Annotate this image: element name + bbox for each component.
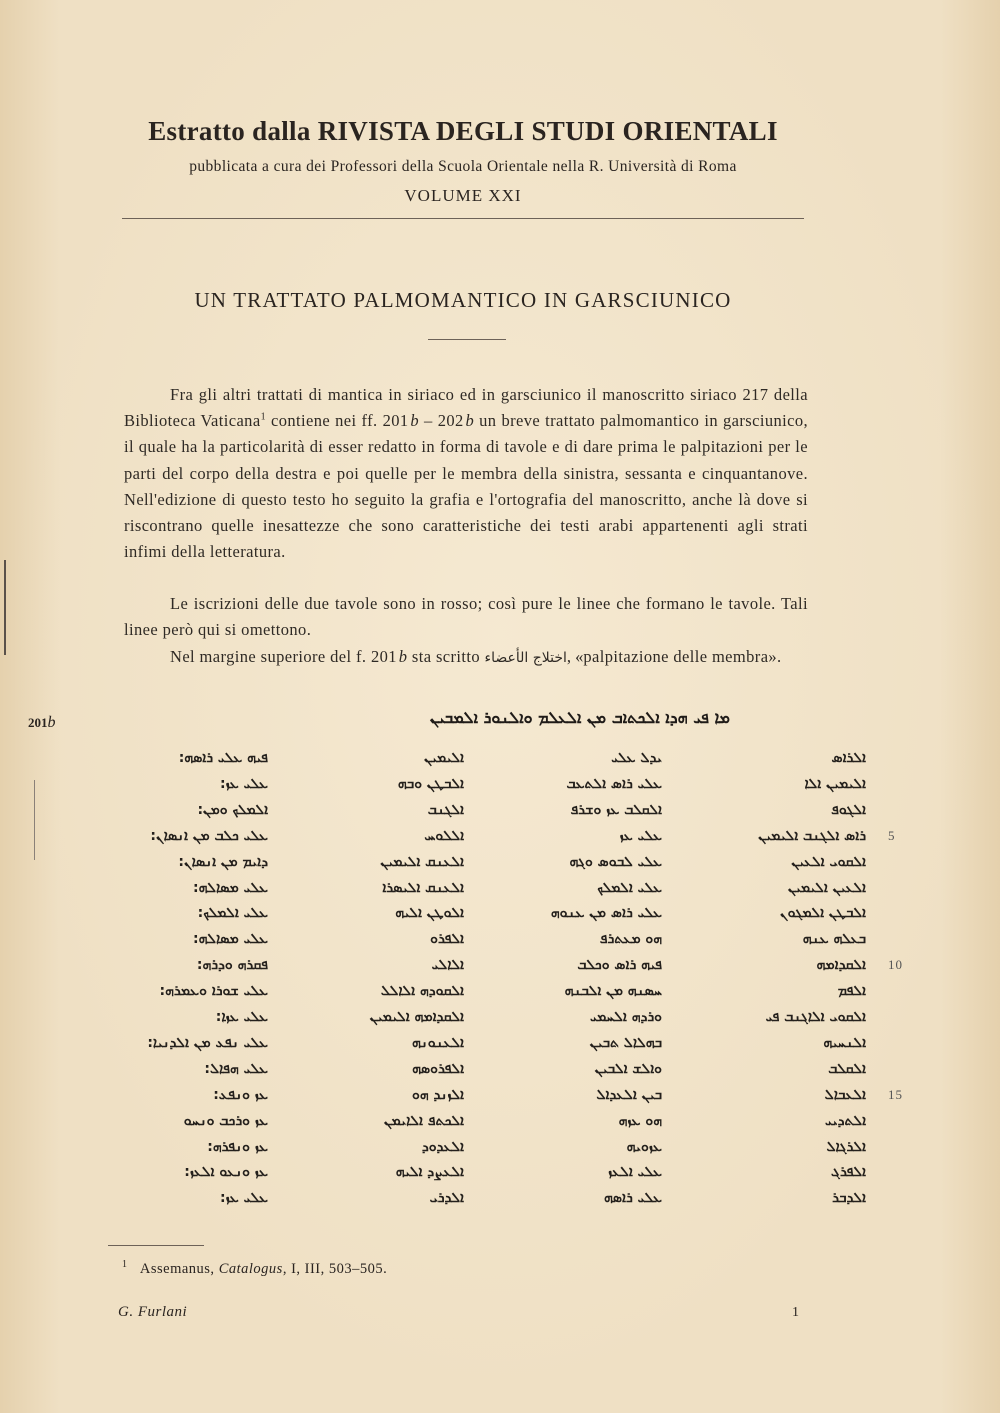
table-cell-c3: ܐܠܓܢܒ bbox=[427, 801, 464, 818]
table-cell-c1: ܐܠܥܒܐܠ bbox=[824, 1086, 866, 1103]
table-cell-c4: ܥܙ ܘܢܦܪܗ: bbox=[207, 1138, 268, 1155]
table-cell-c3: ܐܠܥܨܕ ܐܠܝܗ bbox=[395, 1164, 464, 1181]
table-cell-c3: ܐܠܙܢܕ ܗܘ bbox=[412, 1086, 464, 1103]
table-cell-c1: ܒܥܠܗ ܥܢܗ bbox=[802, 931, 866, 948]
table-cell-c4: ܥܙ ܘܢܥܘ ܐܠܥܙ: bbox=[184, 1164, 268, 1181]
table-row bbox=[118, 1061, 873, 1087]
table-cell-c2: ܥܠܝ ܐܠܡܠܟ bbox=[597, 879, 662, 896]
margin-mark bbox=[4, 560, 6, 655]
p1-b1: b bbox=[410, 411, 419, 431]
footnote-text-a: Assemanus, bbox=[139, 1261, 219, 1277]
table-cell-c3: ܐܠܒܛܢ ܘܒܗ bbox=[397, 775, 464, 792]
table-cell-c3: ܐܠܥܢܩ ܐܠܝܡܝܢ bbox=[380, 853, 464, 870]
margin-folio-suffix: b bbox=[47, 714, 56, 731]
table-cell-c1: ܐܠܥܝܢ ܐܠܝܡܝܢ bbox=[787, 879, 866, 896]
p3-b: b bbox=[398, 647, 408, 666]
table-cell-c3: ܐܠܝܡܝܢ bbox=[424, 750, 464, 766]
table-cell-c1: ܐܠܬܕܝܝ bbox=[825, 1112, 866, 1129]
table-cell-c1: ܐܠܩܘܝ ܐܠܐܓܢܒ ܦܝ bbox=[765, 1009, 866, 1025]
table-cell-c1: ܐܠܒܛܢ ܐܠܡܓܘܢ bbox=[780, 905, 866, 922]
table-cell-c3: ܐܠܩܘܕܗ ܐܠܐܠܠ bbox=[380, 983, 464, 1000]
table-cell-c2: ܥܠܝ ܪܐܣ ܡܢ ܥܢܘܗ bbox=[550, 905, 662, 922]
table-row bbox=[118, 1164, 873, 1190]
table-cell-c4: ܥܠܝ ܢܦܥ ܡܢ ܐܠܕܢܝܐ: bbox=[147, 1034, 268, 1051]
table-cell-c1: ܐܠܩܕܐܡܗ bbox=[816, 957, 866, 974]
table-cell-c4: ܥܠܝ ܫܘܪܐ ܘܥܡܪܗ: bbox=[159, 983, 268, 1000]
table-row bbox=[118, 1086, 903, 1113]
table-cell-c4: ܥܠܝ ܐܠܡܠܟ: bbox=[197, 905, 268, 922]
table-cell-c1: ܐܠܩܘܝ ܐܠܥܝܢ bbox=[791, 853, 866, 870]
table-cell-c2: ܥܠܝ ܥܙ bbox=[619, 827, 662, 844]
p1-b2: b bbox=[465, 411, 475, 431]
footnote-ref[interactable]: 1 bbox=[260, 411, 266, 423]
paragraph-3 bbox=[124, 644, 808, 671]
table-cell-c4: ܦܝܗ ܥܠܝ ܪܐܣܗ: bbox=[178, 750, 268, 766]
footnote-mark: 1 bbox=[122, 1259, 128, 1271]
table-row bbox=[118, 1035, 873, 1061]
table-cell-c3: ܐܠܥܢܘܢܗ bbox=[411, 1034, 464, 1051]
table-heading: ܡܐ ܦܝ ܗܕܐ ܐܠܟܬܐܒ ܡܢ ܐܠܥܠܡ ܘܐܠܢܘܪ ܐܠܡܒܝܢ bbox=[429, 708, 730, 727]
table-cell-c2: ܚܣܢܗ ܡܢ ܐܠܒܢܗ bbox=[564, 983, 662, 1000]
paragraph-2 bbox=[124, 591, 808, 643]
table-cell-c2: ܒܗܠܐܠ ܬܒܝܢ bbox=[589, 1034, 662, 1051]
footnote-text-b: , I, III, 503–505. bbox=[282, 1261, 388, 1277]
table-cell-c2: ܐܠܩܠܒ ܥܙ ܘܫܪܦ bbox=[570, 801, 662, 818]
table-row bbox=[118, 905, 873, 931]
table-cell-c3: ܐܠܦܪܘ bbox=[430, 931, 464, 948]
table-cell-c3: ܐܠܥܕܘܕ bbox=[421, 1138, 464, 1155]
article-title: UN TRATTATO PALMOMANTICO IN GARSCIUNICO bbox=[194, 288, 732, 312]
header-rule bbox=[122, 218, 804, 219]
table-cell-c1: ܪܐܣ ܐܠܓܢܒ ܐܠܝܡܝܢ bbox=[758, 827, 866, 844]
table-cell-c3: ܐܠܩܕܐܡܗ ܐܠܝܡܝܢ bbox=[369, 1009, 464, 1025]
table-cell-c3: ܐܠܥܢܩ ܐܠܝܣܪܐ bbox=[382, 879, 464, 896]
p2-text: Le iscrizioni delle due tavole sono in rosso; così pure le linee che formano le tavole. Tali linee però qui si omettono. bbox=[124, 594, 808, 640]
p3-text-a: Nel margine superiore del f. 201 bbox=[170, 647, 397, 666]
table-row bbox=[118, 931, 873, 957]
table-cell-c1: ܐܠܪܓܐܠ bbox=[826, 1138, 866, 1155]
journal-volume: VOLUME XXI bbox=[404, 186, 522, 205]
table-cell-c1: ܐܠܢܚܝܗ bbox=[823, 1034, 866, 1051]
table-cell-c1: ܐܠܩܠܒ bbox=[828, 1060, 866, 1077]
table-cell-c2: ܒܝܢ ܐܠܥܕܐܠ bbox=[596, 1086, 662, 1103]
table-cell-c2: ܥܙܘܝܗ bbox=[626, 1138, 662, 1155]
table-row bbox=[118, 880, 873, 906]
table-cell-c4: ܥܠܝ ܟܠܒ ܡܢ ܐܢܣܐܢ: bbox=[150, 827, 268, 844]
page-number: 1 bbox=[792, 1305, 799, 1320]
margin-folio-number: 201 bbox=[28, 715, 48, 730]
p3-arabic: اختلاج الأعضاء bbox=[484, 650, 567, 666]
table-cell-c1: ܐܠܪܐܣ bbox=[831, 750, 866, 766]
table-row bbox=[118, 1190, 873, 1216]
table-cell-c2: ܘܐܠܫ ܐܠܒܝܢ bbox=[594, 1060, 662, 1077]
table-cell-c1: ܐܠܕܒܪ bbox=[832, 1190, 866, 1207]
table-row bbox=[118, 1113, 873, 1139]
table-cell-c3: ܐܠܐܠܝ bbox=[431, 957, 464, 974]
table-cell-c1: ܐܠܝܡܝܢ ܐܠܐ bbox=[804, 775, 866, 792]
p1-text2: contiene nei ff. 201 bbox=[265, 411, 409, 431]
table-cell-c2: ܗܘ ܥܙܗ bbox=[618, 1112, 662, 1129]
table-cell-c4: ܥܠܝ ܥܙ: bbox=[219, 775, 268, 792]
table-cell-c2: ܗܘ ܡܥܬܪܦ bbox=[599, 931, 662, 948]
journal-title: Estratto dalla RIVISTA DEGLI STUDI ORIENTALI bbox=[148, 116, 778, 146]
p3-text-c: sta scritto bbox=[407, 647, 485, 666]
table-cell-c4: ܥܠܝ ܗܦܐܠ: bbox=[204, 1060, 268, 1077]
table-cell-c3: ܐܠܘܛܢ ܐܠܝܗ bbox=[395, 905, 464, 922]
table-cell-c4: ܥܙ ܘܪܟܒ ܘܢܚܘ bbox=[183, 1112, 268, 1129]
author-signature: G. Furlani bbox=[118, 1304, 188, 1320]
table-cell-c4: ܥܠܝ ܡܣܐܠܗ: bbox=[193, 879, 268, 896]
table-cell-c2: ܝܕܠ ܥܠܝ bbox=[611, 750, 662, 766]
table-cell-c2: ܥܠܝ ܠܒܘܣ ܘܓܗ bbox=[569, 853, 662, 870]
footnote-catalogus: Catalogus bbox=[218, 1261, 283, 1277]
p3-text-d: , «palpitazione delle membra». bbox=[566, 647, 782, 666]
table-row bbox=[118, 776, 873, 802]
table-cell-c4: ܐܠܡܠܟ ܘܡܢ: bbox=[197, 801, 268, 818]
p1-text4: un breve trattato palmomantico in garsciunico, il quale ha la particolarità di esser redatto in forma di tavole e di dare prima le palpitazioni per le parti del corpo della destra e poi quelle per le membra della sinistra, sessanta e cinquantanove. Nell'edizione di questo testo ho seguito la grafia e l'ortografia del manoscritto, anche là dove si riscontrano quelle inesattezze che sono caratteristiche dei testi arabi appartenenti agli strati infimi della letteratura. bbox=[124, 411, 809, 562]
table-cell-c4: ܥܠܝ ܥܙܐ: bbox=[215, 1009, 268, 1025]
p1-text3: – 202 bbox=[418, 411, 464, 431]
footnote-rule bbox=[108, 1245, 204, 1246]
margin-folio bbox=[28, 714, 56, 732]
table-cell-c1: ܐܠܓܘܦ bbox=[831, 801, 866, 818]
journal-subtitle: pubblicata a cura dei Professori della Scuola Orientale nella R. Università di Roma bbox=[189, 158, 737, 175]
table-cell-c3: ܐܠܟܬܦ ܐܠܐܝܡܢ bbox=[383, 1112, 464, 1129]
table-cell-c1: ܐܠܦܪܓ bbox=[830, 1164, 866, 1181]
line-number: 10 bbox=[888, 957, 903, 973]
table-row bbox=[118, 983, 873, 1009]
table-cell-c4: ܥܙ ܘܢܦܥ: bbox=[213, 1086, 268, 1103]
margin-mark bbox=[34, 780, 35, 860]
paragraph-1 bbox=[124, 382, 808, 565]
table-cell-c2: ܥܠܝ ܐܠܥܙ bbox=[608, 1164, 662, 1181]
table-cell-c3: ܐܠܦܪܘܣܗ bbox=[412, 1060, 464, 1077]
table-row bbox=[118, 854, 873, 880]
table-row bbox=[118, 827, 896, 854]
table-row bbox=[118, 1009, 873, 1035]
table-cell-c2: ܦܝܗ ܪܐܣ ܘܟܠܒ bbox=[577, 957, 662, 974]
table-row bbox=[118, 802, 873, 828]
table-cell-c2: ܥܠܝ ܪܐܣ ܐܠܬܥܒ bbox=[566, 775, 662, 792]
table-cell-c3: ܐܠܕܪܝ bbox=[429, 1190, 464, 1207]
table-cell-c3: ܐܠܠܘܚ bbox=[424, 827, 464, 844]
title-rule bbox=[428, 339, 506, 340]
table-row bbox=[118, 957, 903, 983]
p1-text: Fra gli altri trattati di mantica in siriaco ed in garsciunico il manoscritto siriaco 217 della Biblioteca Vaticana bbox=[124, 385, 808, 431]
table-row bbox=[118, 750, 873, 776]
table-cell-c4: ܥܠܝ ܥܙ: bbox=[219, 1190, 268, 1207]
line-number: 5 bbox=[888, 827, 896, 843]
table-cell-c4: ܦܩܪܗ ܘܕܪܗ: bbox=[196, 957, 268, 974]
table-cell-c2: ܘܪܕܗ ܐܠܚܡܝ bbox=[590, 1009, 662, 1025]
table-cell-c1: ܐܠܦܡ bbox=[837, 983, 866, 1000]
table-cell-c4: ܕܐܝܡ ܡܢ ܐܢܣܐܢ: bbox=[178, 853, 268, 870]
footnote bbox=[122, 1261, 387, 1278]
line-number: 15 bbox=[888, 1086, 903, 1102]
table-row bbox=[118, 1139, 873, 1165]
table-cell-c4: ܥܠܝ ܡܣܐܠܗ: bbox=[193, 931, 268, 948]
table-cell-c2: ܥܠܝ ܪܐܣܗ bbox=[604, 1190, 662, 1207]
